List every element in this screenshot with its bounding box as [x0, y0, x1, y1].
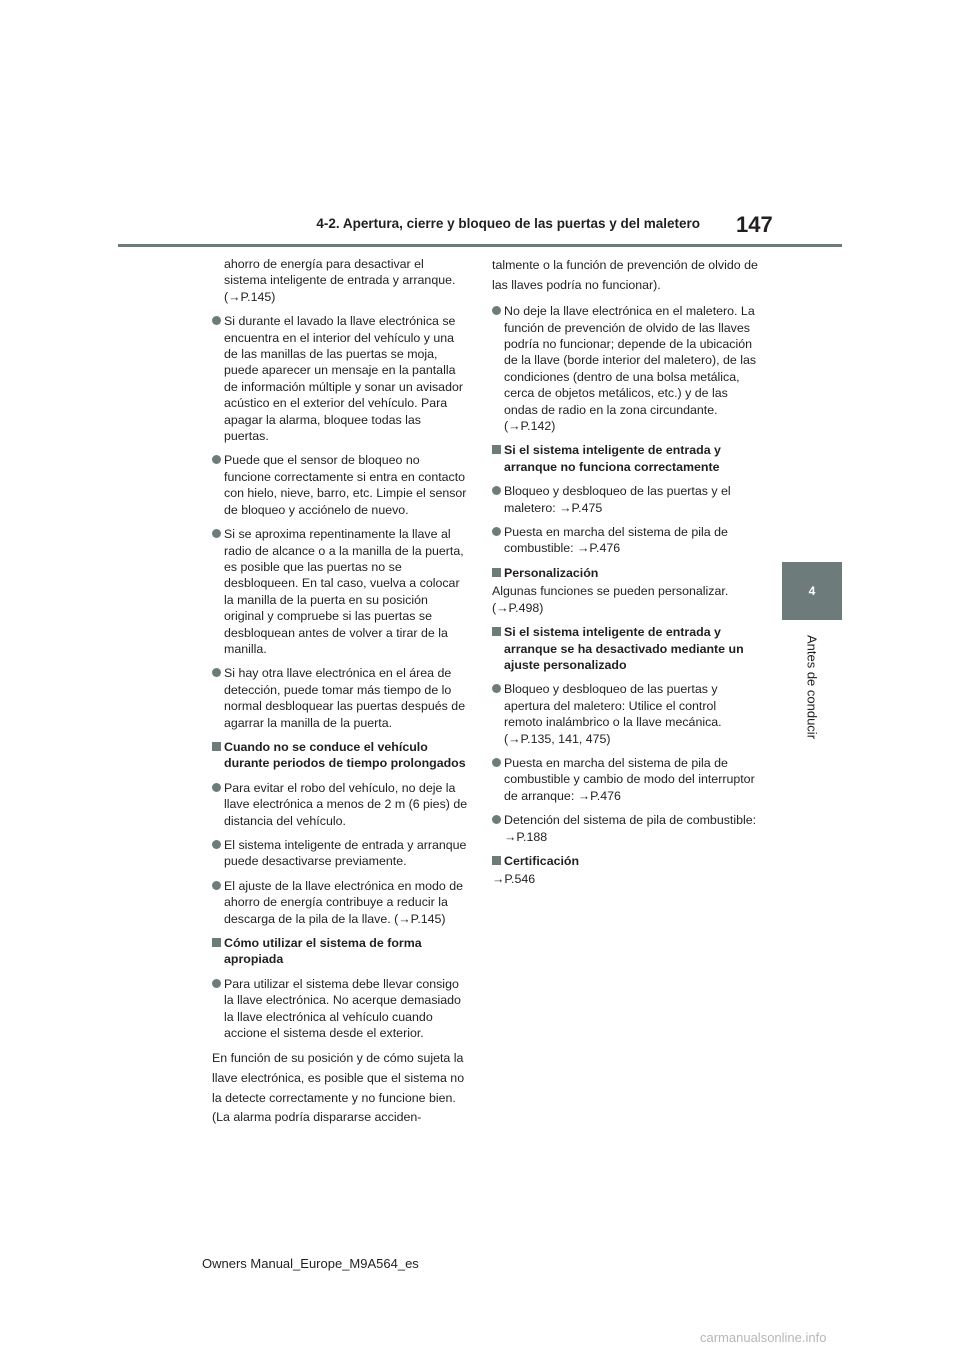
heading-square-icon	[492, 445, 501, 454]
bullet-item: Puede que el sensor de bloqueo no funcione correctamente si entra en contacto con hielo, nieve, barro, etc. Limpie el sensor de bloqueo y acciónelo de nuevo.	[212, 452, 468, 518]
header-title: 4-2. Apertura, cierre y bloqueo de las puertas y del maletero	[316, 216, 700, 231]
section-heading: Cuando no se conduce el vehículo durante periodos de tiempo prolongados	[212, 739, 468, 772]
heading-square-icon	[212, 938, 221, 947]
bullet-item: Si se aproxima repentinamente la llave al radio de alcance o a la manilla de la puerta, es posible que las puertas no se desbloqueen. En tal caso, vuelva a colocar la manilla de la puerta en su posición original y compruebe si las puertas se desbloquean antes de volver a tirar de la manilla.	[212, 526, 468, 657]
chapter-tab: 4	[782, 562, 842, 620]
section-heading: Personalización	[492, 565, 758, 581]
bullet-item: Si durante el lavado la llave electrónica se encuentra en el interior del vehículo y una de las manillas de las puertas se moja, puede aparecer un mensaje en la pantalla de información múltiple y sonar un avisador acústico en el exterior del vehículo. Para apagar la alarma, bloquee todas las puertas.	[212, 313, 468, 444]
section-heading: Certificación	[492, 853, 758, 869]
bullet-item: El sistema inteligente de entrada y arranque puede desactivarse previamente.	[212, 837, 468, 870]
bullet-item: No deje la llave electrónica en el maletero. La función de prevención de olvido de las llaves podría no funcionar; depende de la ubicación de la llave (borde interior del maletero), de las condiciones (dentro de una bolsa metálica, cerca de objetos metálicos, etc.) y de las ondas de radio en la zona circundante. (→P.142)	[492, 303, 758, 434]
bullet-item: Bloqueo y desbloqueo de las puertas y apertura del maletero: Utilice el control remoto inalámbrico o la llave mecánica. (→P.135, 141, 475)	[492, 681, 758, 747]
section-heading: Si el sistema inteligente de entrada y arranque no funciona correctamente	[492, 442, 758, 475]
bullet-item: El ajuste de la llave electrónica en modo de ahorro de energía contribuye a reducir la descarga de la pila de la llave. (→P.145)	[212, 878, 468, 927]
heading-square-icon	[492, 627, 501, 636]
bullet-dot-icon	[492, 815, 501, 824]
bullet-dot-icon	[212, 840, 221, 849]
body-text: →P.546	[492, 872, 536, 887]
section-heading: Cómo utilizar el sistema de forma apropiada	[212, 935, 468, 968]
bullet-dot-icon	[212, 529, 221, 538]
bullet-dot-icon	[212, 455, 221, 464]
header-rule	[118, 244, 842, 247]
bullet-dot-icon	[492, 306, 501, 315]
bullet-item: Para evitar el robo del vehículo, no deje la llave electrónica a menos de 2 m (6 pies) de distancia del vehículo.	[212, 780, 468, 829]
bullet-dot-icon	[492, 527, 501, 536]
document-id: Owners Manual_Europe_M9A564_es	[202, 1256, 419, 1271]
watermark: carmanualsonline.info	[700, 1330, 827, 1345]
chapter-label	[804, 632, 820, 742]
bullet-dot-icon	[492, 684, 501, 693]
bullet-item: Bloqueo y desbloqueo de las puertas y el maletero: →P.475	[492, 483, 758, 516]
closing-paragraph: En función de su posición y de cómo sujeta la llave electrónica, es posible que el sistema no la detecte correctamente y no funcione bien. (La alarma podría dispararse acciden-	[212, 1051, 465, 1125]
bullet-item: Si hay otra llave electrónica en el área de detección, puede tomar más tiempo de lo normal desbloquear las puertas después de agarrar la manilla de la puerta.	[212, 665, 468, 731]
bullet-dot-icon	[212, 316, 221, 325]
left-column	[212, 256, 468, 1128]
bullet-dot-icon	[212, 783, 221, 792]
heading-square-icon	[492, 856, 501, 865]
right-column	[492, 256, 758, 896]
bullet-item: Para utilizar el sistema debe llevar consigo la llave electrónica. No acerque demasiado la llave electrónica al vehículo cuando accione el sistema desde el exterior.	[212, 976, 468, 1042]
bullet-dot-icon	[492, 758, 501, 767]
chapter-label-text: Antes de conducir	[804, 634, 820, 740]
bullet-dot-icon	[212, 668, 221, 677]
bullet-item: Detención del sistema de pila de combustible: →P.188	[492, 812, 758, 845]
continuation-text: talmente o la función de prevención de olvido de las llaves podría no funcionar).	[492, 258, 758, 292]
bullet-dot-icon	[212, 979, 221, 988]
bullet-dot-icon	[212, 881, 221, 890]
bullet-item: Puesta en marcha del sistema de pila de combustible: →P.476	[492, 524, 758, 557]
page-number: 147	[736, 212, 773, 237]
section-heading: Si el sistema inteligente de entrada y arranque se ha desactivado mediante un ajuste personalizado	[492, 624, 758, 673]
heading-square-icon	[492, 568, 501, 577]
continuation-text: ahorro de energía para desactivar el sistema inteligente de entrada y arranque. (→P.145)	[224, 257, 456, 304]
bullet-dot-icon	[492, 486, 501, 495]
heading-square-icon	[212, 742, 221, 751]
body-text: Algunas funciones se pueden personalizar. (→P.498)	[492, 584, 729, 615]
bullet-item: Puesta en marcha del sistema de pila de combustible y cambio de modo del interruptor de arranque: →P.476	[492, 755, 758, 804]
